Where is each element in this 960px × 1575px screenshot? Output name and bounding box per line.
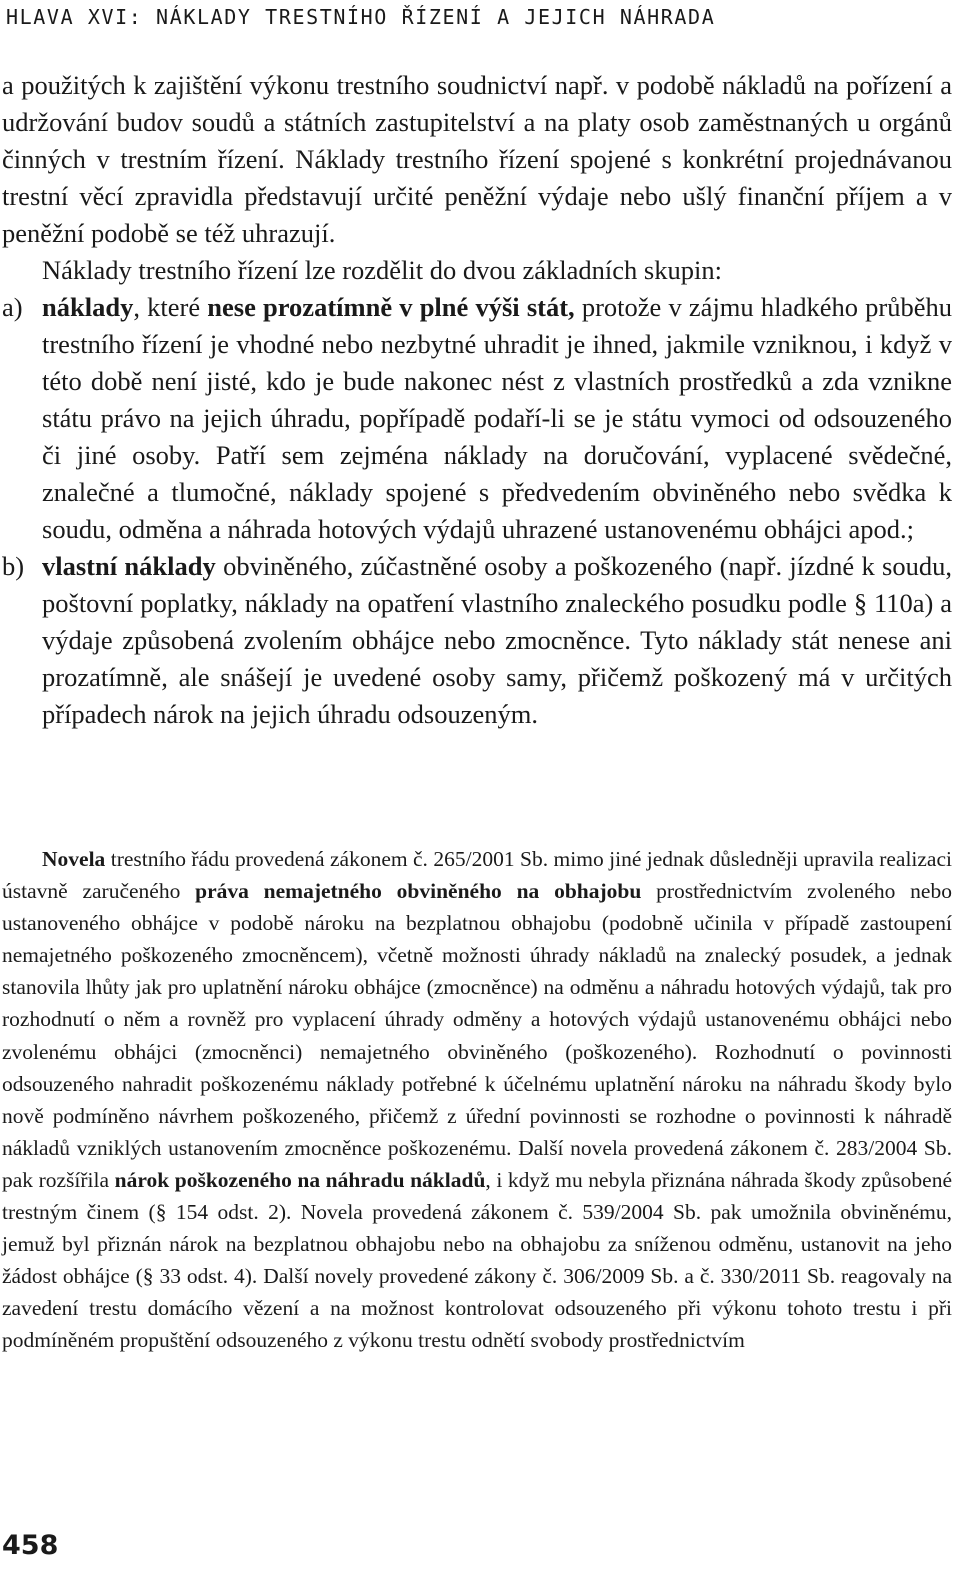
main-text (2, 67, 952, 733)
running-header: HLAVA XVI: NÁKLADY TRESTNÍHO ŘÍZENÍ A JEJICH NÁHRADA (6, 5, 716, 29)
note-part-3: , i když mu nebyla přiznána náhrada škody způsobené trestným činem (§ 154 odst. 2). Novela provedená zákonem č. 539/2004 Sb. pak umožnila obviněnému, jemuž byl přiznán nárok na bezplatnou obhajobu nebo na obhajobu za sníženou odměnu, ustanovit na jeho žádost obhájce (§ 33 odst. 4). Další novely provedené zákony č. 306/2009 Sb. a č. 330/2011 Sb. reagovaly na zavedení trestu domácího vězení a na možnost kontrolovat odsouzeného při výkonu tohoto trestu i při podmíněném propuštění odsouzeného z výkonu trestu odnětí svobody prostřednictvím (2, 1167, 952, 1353)
groups-sentence: Náklady trestního řízení lze rozdělit do dvou základních skupin: (42, 255, 722, 285)
intro-paragraph: a použitých k zajištění výkonu trestního soudnictví např. v podobě nákladů na pořízení a udržování budov soudů a státních zastupitelství a na platy osob zaměstnaných u orgánů činných v trestním řízení. Náklady trestního řízení spojené s konkrétní projednávanou trestní věcí zpravidla představují určité peněžní výdaje nebo ušlý finanční příjem a v peněžní podobě se též uhrazují. (2, 70, 952, 248)
note-lead-bold: Novela (42, 847, 106, 871)
list-b-text: obviněného, zúčastněné osoby a poškozeného (např. jízdné k soudu, poštovní poplatky, náklady na opatření vlastního znaleckého posudku podle § 110a) a výdaje způsobená zvolením obhájce nebo zmocněnce. Tyto náklady stát nenese ani prozatímně, ale snášejí je uvedené osoby samy, přičemž poškozený má v určitých případech nárok na jejich úhradu odsouzeným. (42, 551, 952, 729)
list-a-bold-phrase: nese prozatímně v plné výši stát, (207, 292, 575, 322)
list-a-mid: , které (133, 292, 208, 322)
note-part-1: trestního řádu provedená zákonem č. 265/2001 Sb. mimo jiné jednak důsledněji upravila realizaci ústavně zaručeného (2, 847, 952, 904)
list-marker-a: a) (2, 292, 23, 322)
list-item-a (2, 289, 952, 548)
amendment-note (2, 843, 952, 1357)
note-bold-2: nárok poškozeného na náhradu nákladů (114, 1167, 486, 1192)
list-a-text: protože v zájmu hladkého průběhu trestního řízení je vhodné nebo nezbytné uhradit je ihned, jakmile vzniknou, i když v této době není jisté, kdo je bude nakonec nést z vlastních prostředků a zda vznikne státu právo na jejich úhradu, popřípadě podaří-li se je státu vymoci od odsouzeného či jiné osoby. Patří sem zejména náklady na doručování, vyplacené svědečné, znalečné a tlumočné, náklady spojené s předvedením obviněného nebo svědka k soudu, odměna a náhrada hotových výdajů uhrazené ustanovenému obhájci apod.; (42, 292, 953, 544)
list-item-b (2, 548, 952, 733)
note-bold-1: práva nemajetného obviněného na obhajobu (195, 879, 642, 904)
amendment-paragraph (2, 843, 952, 1357)
page-number: 458 (2, 1530, 59, 1561)
note-part-2: prostřednictvím zvoleného nebo ustanoveného obhájce v podobě nároku na bezplatnou obhajobu (podobně učinila v případě zastoupení nemajetného poškozeného zmocněncem), včetně možnosti úhrady nákladů na znalecký posudek, a jednak stanovila lhůty jak pro uplatnění nároku obhájce (zmocněnce) na odměnu a náhradu hotových výdajů, tak pro rozhodnutí o něm a rovněž pro vyplacení úhrady odměny a hotových výdajů ustanovenému obhájci nebo zvolenému obhájci (zmocněnci) nemajetného obviněného (poškozeného). Rozhodnutí o povinnosti odsouzeného nahradit poškozenému náklady potřebné k účelnému uplatnění nároku na náhradu škody bylo nově podmíněno návrhem poškozeného, přičemž z úřední povinnosti se rozhodne o povinnosti k náhradě nákladů vzniklých ustanovením zmocněnce poškozenému. Další novela provedená zákonem č. 283/2004 Sb. pak rozšířila (2, 879, 952, 1192)
list-b-term: vlastní náklady (42, 551, 216, 581)
list-marker-b: b) (2, 551, 25, 581)
list-a-term: náklady (42, 292, 134, 322)
cost-groups-list (2, 289, 952, 733)
